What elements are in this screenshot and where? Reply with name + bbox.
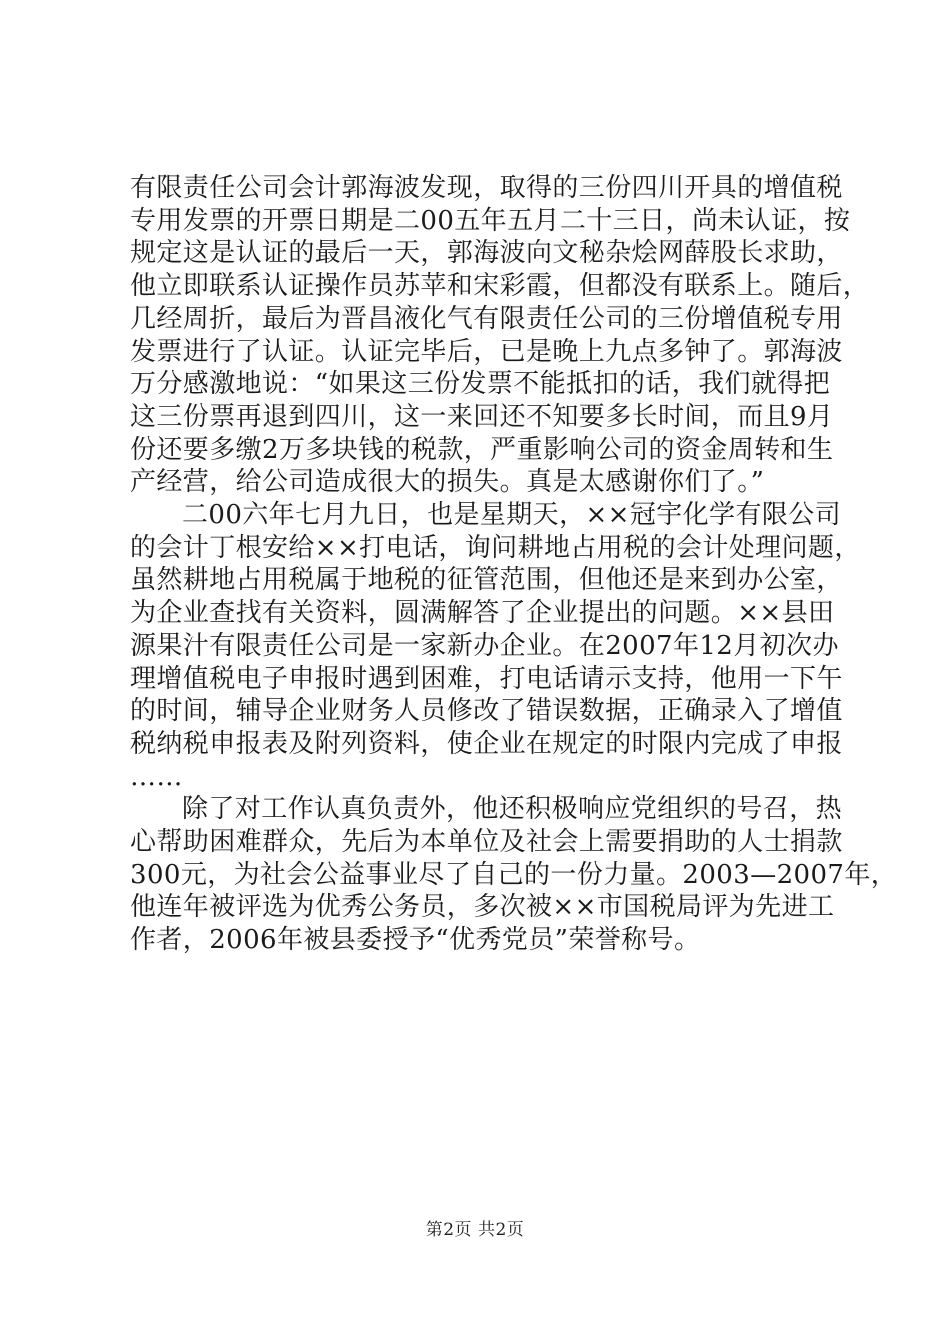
text-line: 二00六年七月九日，也是星期天，××冠宇化学有限公司 — [182, 500, 842, 531]
paragraph — [130, 172, 870, 499]
text-line: 专用发票的开票日期是二00五年五月二十三日，尚未认证，按 — [130, 205, 851, 236]
text-line: 他连年被评选为优秀公务员，多次被××市国税局评为先进工 — [130, 892, 835, 923]
text-line: …… — [130, 761, 183, 792]
text-line: 心帮助困难群众，先后为本单位及社会上需要捐助的人士捐款 — [130, 827, 843, 858]
text-line: 的时间，辅导企业财务人员修改了错误数据，正确录入了增值 — [130, 696, 843, 727]
text-line: 税纳税申报表及附列资料，使企业在规定的时限内完成了申报 — [130, 728, 843, 759]
text-line: 源果汁有限责任公司是一家新办企业。在2007年12月初次办 — [130, 630, 839, 661]
text-line: 份还要多缴2万多块钱的税款，严重影响公司的资金周转和生 — [130, 434, 834, 465]
text-line: 几经周折，最后为晋昌液化气有限责任公司的三份增值税专用 — [130, 303, 843, 334]
text-line: 万分感激地说：“如果这三份发票不能抵扣的话，我们就得把 — [130, 369, 831, 400]
text-line: 理增值税电子申报时遇到困难，打电话请示支持，他用一下午 — [130, 663, 843, 694]
text-line: 的会计丁根安给××打电话，询问耕地占用税的会计处理问题， — [130, 532, 861, 563]
text-line: 除了对工作认真负责外，他还积极响应党组织的号召，热 — [182, 794, 843, 825]
text-line: 规定这是认证的最后一天，郭海波向文秘杂烩网薛股长求助， — [130, 238, 843, 269]
text-line: 发票进行了认证。认证完毕后，已是晚上九点多钟了。郭海波 — [130, 336, 843, 367]
paragraph — [130, 793, 898, 957]
text-line: 300元，为社会公益事业尽了自己的一份力量。2003—2007年， — [130, 859, 898, 890]
text-line: 作者，2006年被县委授予“优秀党员”荣誉称号。 — [130, 925, 701, 956]
text-line: 这三份票再退到四川，这一来回还不知要多长时间，而且9月 — [130, 401, 834, 432]
text-line: 虽然耕地占用税属于地税的征管范围，但他还是来到办公室， — [130, 565, 843, 596]
text-line: 产经营，给公司造成很大的损失。真是太感谢你们了。” — [130, 467, 765, 498]
paragraph — [130, 499, 861, 793]
text-line: 为企业查找有关资料，圆满解答了企业提出的问题。××县田 — [130, 598, 835, 629]
text-line: 有限责任公司会计郭海波发现，取得的三份四川开具的增值税 — [130, 173, 843, 203]
page-number-footer: 第2页 共2页 — [425, 1220, 525, 1240]
text-line: 他立即联系认证操作员苏苹和宋彩霞，但都没有联系上。随后， — [130, 271, 870, 302]
document-body — [130, 172, 898, 957]
